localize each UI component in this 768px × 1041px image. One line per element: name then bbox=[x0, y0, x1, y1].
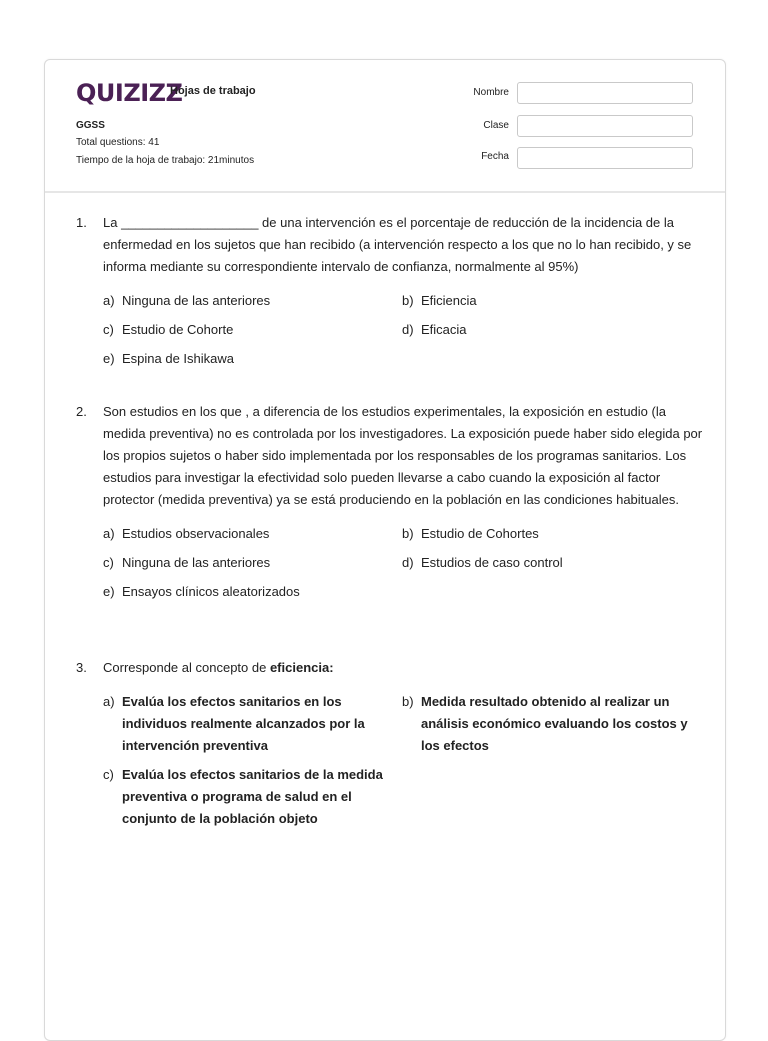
name-field[interactable] bbox=[517, 82, 693, 104]
option-text: Ensayos clínicos aleatorizados bbox=[122, 584, 300, 599]
option-letter: b) bbox=[402, 694, 414, 709]
option-letter: e) bbox=[103, 584, 115, 599]
option-text: Estudio de Cohortes bbox=[421, 526, 539, 541]
option-letter: a) bbox=[103, 526, 115, 541]
answer-options bbox=[103, 523, 703, 610]
option-text: Estudios observacionales bbox=[122, 526, 270, 541]
question-2 bbox=[45, 401, 703, 610]
quizizz-logo: QUIZIZZ bbox=[76, 79, 183, 107]
option-a[interactable] bbox=[103, 290, 402, 312]
option-b[interactable] bbox=[402, 691, 701, 757]
option-letter: d) bbox=[402, 322, 414, 337]
option-text: Eficacia bbox=[421, 322, 467, 337]
name-label: Nombre bbox=[473, 87, 509, 98]
option-text: Ninguna de las anteriores bbox=[122, 293, 271, 308]
option-b[interactable] bbox=[402, 290, 701, 312]
option-text: Medida resultado obtenido al realizar un análisis económico evaluando los costos y los efectos bbox=[421, 694, 688, 753]
option-a[interactable] bbox=[103, 691, 402, 757]
question-3 bbox=[45, 657, 703, 837]
question-number: 1. bbox=[76, 215, 87, 230]
option-text: Evalúa los efectos sanitarios en los individuos realmente alcanzados por la intervención preventiva bbox=[122, 694, 365, 753]
option-b[interactable] bbox=[402, 523, 701, 545]
option-d[interactable] bbox=[402, 552, 701, 574]
option-d[interactable] bbox=[402, 319, 701, 341]
date-label: Fecha bbox=[481, 151, 509, 162]
option-c[interactable] bbox=[103, 319, 402, 341]
option-c[interactable] bbox=[103, 764, 402, 830]
question-keyword: eficiencia: bbox=[269, 660, 334, 675]
option-letter: c) bbox=[103, 555, 114, 570]
date-field[interactable] bbox=[517, 147, 693, 169]
option-e[interactable] bbox=[103, 581, 402, 603]
question-1 bbox=[45, 212, 703, 377]
worksheet-label: Hojas de trabajo bbox=[170, 85, 256, 97]
worksheet-time: Tiempo de la hoja de trabajo: 21minutos bbox=[76, 155, 255, 166]
question-text bbox=[103, 657, 703, 679]
question-number: 3. bbox=[76, 660, 87, 675]
option-letter: a) bbox=[103, 293, 115, 308]
class-label: Clase bbox=[483, 120, 509, 131]
worksheet-header bbox=[45, 60, 725, 193]
option-letter: a) bbox=[103, 694, 115, 709]
question-text-prefix: Corresponde al concepto de bbox=[103, 660, 270, 675]
option-c[interactable] bbox=[103, 552, 402, 574]
option-letter: d) bbox=[402, 555, 414, 570]
option-letter: b) bbox=[402, 526, 414, 541]
option-a[interactable] bbox=[103, 523, 402, 545]
option-e[interactable] bbox=[103, 348, 402, 370]
option-text: Evalúa los efectos sanitarios de la medida preventiva o programa de salud en el conjunto de la población objeto bbox=[122, 767, 383, 826]
class-field[interactable] bbox=[517, 115, 693, 137]
worksheet-page bbox=[44, 59, 726, 1041]
option-letter: c) bbox=[103, 767, 114, 782]
option-letter: b) bbox=[402, 293, 414, 308]
option-text: Espina de Ishikawa bbox=[122, 351, 235, 366]
total-questions: Total questions: 41 bbox=[76, 137, 160, 148]
option-letter: e) bbox=[103, 351, 115, 366]
option-text: Estudios de caso control bbox=[421, 555, 563, 570]
option-letter: c) bbox=[103, 322, 114, 337]
answer-options bbox=[103, 691, 703, 837]
question-text: Son estudios en los que , a diferencia de los estudios experimentales, la exposición en estudio (la medida preventiva) no es controlada por los investigadores. La exposición puede haber sido elegida por los propios sujetos o haber sido implementada por los responsables de los programas sanitarios. Los estudios para investigar la efectividad solo pueden llevarse a cabo cuando la exposición al factor protector (medida preventiva) ya se está produciendo en la población en las condiciones habituales. bbox=[103, 404, 703, 507]
answer-options bbox=[103, 290, 703, 377]
question-number: 2. bbox=[76, 404, 87, 419]
option-text: Estudio de Cohorte bbox=[122, 322, 234, 337]
option-text: Ninguna de las anteriores bbox=[122, 555, 271, 570]
question-text: La ___________________ de una intervención es el porcentaje de reducción de la incidencia de la enfermedad en los sujetos que han recibido (a intervención respecto a los que no lo han recibido, y se informa mediante su correspondiente intervalo de confianza, normalmente al 95%) bbox=[103, 215, 692, 274]
worksheet-title: GGSS bbox=[76, 120, 105, 131]
option-text: Eficiencia bbox=[421, 293, 477, 308]
